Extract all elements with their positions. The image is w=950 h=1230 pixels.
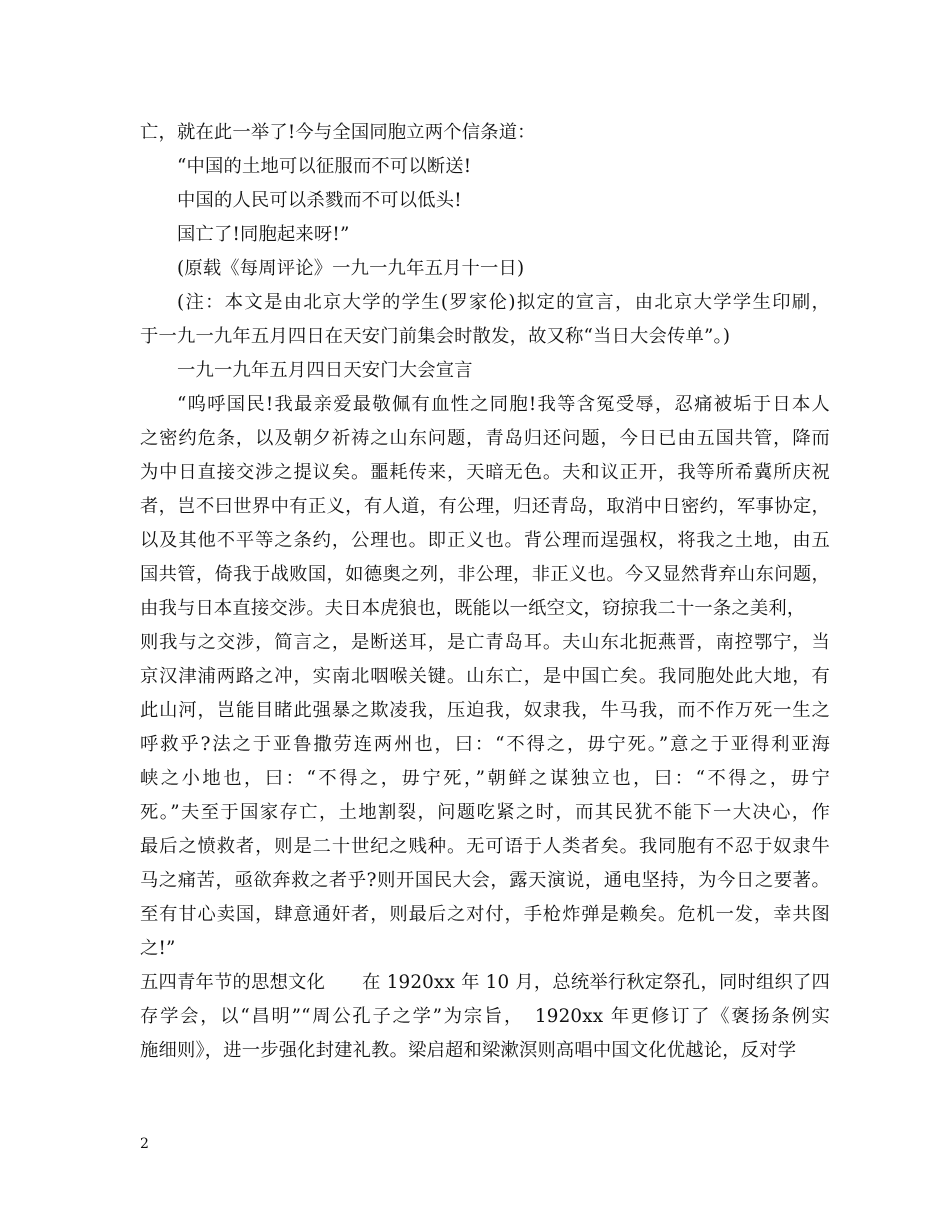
text-line: “呜呼国民!我最亲爱最敬佩有血性之同胞!我等含冤受辱，忍痛被垢于日本人 <box>177 394 830 415</box>
text-line: (注：本文是由北京大学的学生(罗家伦)拟定的宣言，由北京大学学生印刷， <box>177 292 830 313</box>
document-body <box>140 116 830 1068</box>
text-line: 国亡了!同胞起来呀!” <box>177 224 350 245</box>
text-line: 峡之小地也，曰：“不得之，毋宁死，”朝鲜之谋独立也，曰：“不得之，毋宁 <box>140 768 830 789</box>
text-line: 京汉津浦两路之冲，实南北咽喉关键。山东亡，是中国亡矣。我同胞处此大地，有 <box>140 666 830 687</box>
text-line: 最后之愤救者，则是二十世纪之贱种。无可语于人类者矣。我同胞有不忍于奴隶牛 <box>140 836 830 857</box>
text-line: 至有甘心卖国，肆意通奸者，则最后之对付，手枪炸弹是赖矣。危机一发，幸共图 <box>140 904 830 925</box>
text-line: 之密约危条，以及朝夕祈祷之山东问题，青岛归还问题，今日已由五国共管，降而 <box>140 428 830 449</box>
text-line: 以及其他不平等之条约，公理也。即正义也。背公理而逞强权，将我之土地，由五 <box>140 530 830 551</box>
text-line: 中国的人民可以杀戮而不可以低头! <box>177 190 462 211</box>
text-line: 亡，就在此一举了!今与全国同胞立两个信条道： <box>140 122 536 143</box>
text-line: 呼救乎?法之于亚鲁撒劳连两州也，曰：“不得之，毋宁死。”意之于亚得利亚海 <box>140 734 830 755</box>
text-line: 此山河，岂能目睹此强暴之欺凌我，压迫我，奴隶我，牛马我，而不作万死一生之 <box>140 700 830 721</box>
text-line: 于一九一九年五月四日在天安门前集会时散发，故又称“当日大会传单”。) <box>140 326 731 347</box>
text-line: 由我与日本直接交涉。夫日本虎狼也，既能以一纸空文，窃掠我二十一条之美利， <box>140 598 806 619</box>
page-number: 2 <box>140 1136 149 1152</box>
text-line: 为中日直接交涉之提议矣。噩耗传来，天暗无色。夫和议正开，我等所希冀所庆祝 <box>140 462 830 483</box>
text-line: 施细则》，进一步强化封建礼教。梁启超和梁漱溟则高唱中国文化优越论，反对学 <box>140 1040 797 1061</box>
text-line: 马之痛苦，亟欲奔救之者乎?则开国民大会，露天演说，通电坚持，为今日之要著。 <box>140 870 830 891</box>
text-line: 之!” <box>140 938 176 959</box>
text-line: 死。”夫至于国家存亡，土地割裂，问题吃紧之时，而其民犹不能下一大决心，作 <box>140 802 830 823</box>
text-line: 则我与之交涉，简言之，是断送耳，是亡青岛耳。夫山东北扼燕晋，南控鄂宁，当 <box>140 632 830 653</box>
text-line: 者，岂不曰世界中有正义，有人道，有公理，归还青岛，取消中日密约，军事协定， <box>140 496 830 517</box>
text-line: “中国的土地可以征服而不可以断送! <box>177 156 472 177</box>
text-line: 一九一九年五月四日天安门大会宣言 <box>177 360 473 381</box>
text-line: 国共管，倚我于战败国，如德奥之列，非公理，非正义也。今又显然背弃山东问题， <box>140 564 830 585</box>
text-line: 五四青年节的思想文化 在 1920xx 年 10 月，总统举行秋定祭孔，同时组织了四 <box>140 972 830 993</box>
text-line: 存学会，以“昌明”“周公孔子之学”为宗旨， 1920xx 年更修订了《褒扬条例实 <box>140 1006 830 1027</box>
text-line: (原载《每周评论》一九一九年五月十一日) <box>177 258 525 279</box>
